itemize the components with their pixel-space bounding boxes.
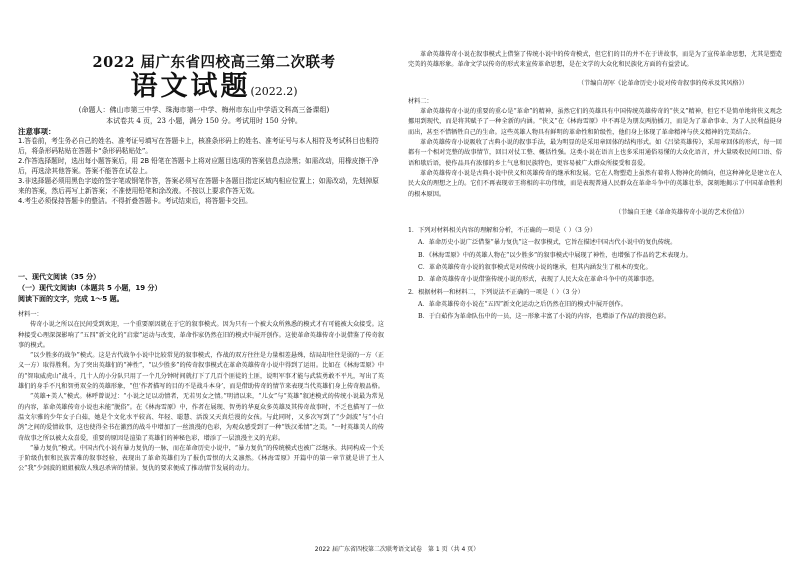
citation: （节编自胡军《论革命历史小说对传奇叙事的传承及其风格》）: [577, 79, 748, 87]
question-option: C．革命英雄传奇小说的叙事模式是对传统小说的继承，但其内涵发生了根本的变化。: [418, 264, 652, 272]
question-option: A．革命历史小说广泛借鉴“暴力复仇”这一叙事模式，它旨在描述中国古代小说中的复仇传统。: [418, 239, 677, 247]
authors-line: (命题人：佛山市第三中学、珠海市第一中学、梅州市东山中学语文科高三备课组): [78, 106, 330, 114]
note-item: 4.考生必须保持答题卡的整洁。不得折叠答题卡。考试结束后，将答题卡交回。: [18, 197, 252, 205]
material-label: 材料二：: [408, 97, 433, 105]
exam-info-line: 本试卷共 4 页，23 小题，满分 150 分。考试用时 150 分钟。: [106, 116, 302, 125]
paragraph: “暴力复仇”模式。中国古代小说有暴力复仇的一脉，而在革命历史小说中，“暴力复仇”的传统模式也被广泛继承。共同构成一个关于阶级仇恨和民族苦难的叙事经验，表现出了革命英雄们为了报仇雪恨的大义凛然。《林海雪原》开篇中的第一章节就是讲了主人公“我”少剑波的姐姐被敌人残忍杀害的情景。复仇的要求便成了推动情节发展的动力。: [18, 444, 384, 473]
paragraph: “以少胜多的战争”模式。这是古代战争小说中比较常见的叙事模式，作战的双方往往是力量相差悬殊，结局却往往是弱的一方（正义一方）取得胜利。为了突出英雄们的“神性”，“以少胜多”的传奇叙事模式在革命英雄传奇小说中得到了运用。比如在《林海雪原》中的“智取威虎山”战斗，几十人的小分队只用了一个几分钟时间就打下了几百个匪徒的土匪，说明军事才能与武装勇敢不平凡，写出了英雄们的身手不凡和智勇双全的英雄形象，“但‘作者描写的目的不是战斗本身’，而是借助传奇的情节来表现当代英雄们身上传奇般品格。: [18, 352, 384, 391]
paragraph: 革命英雄传奇小说的重要的重心是“革命”的精神，虽然它们的英雄具有中国传统英雄传奇的“侠义”精神，但它不是简单地将侠义观念挪用到现代，而是将其赋予了一种全新的内涵。“侠义”在《林海雪原》中不再是为朋友两肋插刀，而是为了革命事业、为了人民利益挺身而出，甚至不惜牺牲自己的生命。这些英雄人物具有鲜明的革命性和阶级性，他们身上体现了革命精神与侠义精神的完美结合。: [408, 108, 782, 136]
instruction: 阅读下面的文字，完成 1～5 题。: [18, 295, 124, 303]
paragraph: 传奇小说之所以在民间受到欢迎，一个重要原因就在于它的叙事模式。因为只有一个被大众所熟悉的模式才有可能被大众接受。这种接受心理深深影响了“五四”新文化的“启蒙”运动与改变，革命作家仍然在旧的模式中展开创作。这使革命英雄传奇小说借鉴了传奇叙事的模式。: [18, 321, 384, 349]
material-label: 材料一：: [18, 311, 43, 318]
paragraph: “英雄+美人”模式。林呼曾说过：“小说之足以动情者，无若男女之情。”明清以来，“儿女”与“英雄”叙述模式的传统小说最为常见的内容，革命英雄传奇小说也未能“脱俗”。在《林海雪原》中，作者在展现、智勇的华夏众多英雄及其传奇故事时，不乏也描写了一位温文尔雅的少年女子白茹，她是个文化水平较高、年轻、聪慧、活泼又天真烂漫的女孩。与此同时，又多次写到了“少剑波”与“小白鸽”之间的爱情故事，这也使得全书在激烈的战斗中增加了一丝浪漫的色彩，为观众感受到了一种“铁汉柔情”之美。“一时英雄美人的传奇故事之所以被大众喜爱，重要的原因是渲染了英雄们的神秘色彩，增添了一层浪漫主义的光彩。: [18, 393, 384, 442]
page-footer: 2022 届广东省四校第二次联考语文试卷 第 1 页（共 4 页）: [314, 546, 480, 553]
note-item: 2.作答选择题时，选出每小题答案后，用 2B 铅笔在答题卡上将对应题目选项的答案信息点涂黑；如需改动，用橡皮擦干净后，再选涂其他答案。答案不能答在试卷上。: [18, 157, 379, 175]
question-option: D．革命英雄传奇小说借鉴传统小说的形式，表现了人民大众在革命斗争中的英雄事迹。: [418, 276, 659, 284]
citation: （节编自王建《革命英雄传奇小说的艺术价值》）: [614, 208, 748, 216]
paragraph: 革命英雄传奇小说在叙事模式上借鉴了传统小说中的传奇模式，但它们的目的并不在于讲故事，而是为了宣传革命思想，尤其是塑造完美的英雄形象。革命文学以传奇的形式来宣传革命思想，是在文学的大众化和民族化方面的有益尝试。: [408, 51, 782, 69]
question-stem: 1．下列对材料相关内容的理解和分析，不正确的一项是（ ）（3 分）: [408, 227, 597, 235]
note-item: 1.答卷前，考生务必自己的姓名、准考证号填写在答题卡上，核准条形码上的姓名、准考证号与本人相符及考试科目也相符后，将条形码粘贴在答题卡“条形码粘贴处”。: [18, 137, 379, 155]
question-option: B．《林海雪原》中的英雄人物在“以少胜多”的叙事模式中展现了神性，也增强了作品的艺术表现力。: [418, 251, 692, 259]
subject-name: 语文试题: [130, 71, 251, 102]
question-stem: 2．根据材料一和材料二，下列说法不正确的一项是（ ）（3 分）: [408, 288, 584, 296]
subject-title: [36, 72, 392, 107]
paragraph: 革命英雄传奇小说是古典小说中侠义和英雄传奇的继承和发展。它在人物塑造上虽然有着将人物神化的倾向，但这种神化是建立在人民大众的理想之上的。它们不再表现帝王将相的丰功伟绩，而是表现普通人民群众在革命斗争中的英雄壮举，深刻地揭示了中国革命胜利的根本原因。: [408, 169, 782, 198]
paragraph: 革命英雄传奇小说吸收了古典小说的叙事手法，最为明显的是采用章回体的结构形式。如《吕梁英雄传》，采用章回体的形式，每一回都有一个相对完整的故事情节，回目对仗工整、概括性强。这类小说在语言上也多采用通俗易懂的大众化语言，并大量吸收民间口语、俗语和歇后语，使作品具有浓郁的乡土气息和民族特色，更容易被广大群众所接受和喜爱。: [408, 139, 782, 167]
right-text: [408, 50, 782, 323]
authorship-block: [18, 105, 390, 126]
notes-list: [18, 136, 384, 206]
exam-date: (2022.2): [250, 85, 298, 98]
section-heading: 一、现代文阅读（35 分）: [18, 273, 101, 281]
material-one: [18, 310, 384, 475]
notes-heading: 注意事项：: [18, 127, 56, 136]
subsection-heading: （一）现代文阅读Ⅰ（本题共 5 小题，19 分）: [18, 284, 162, 292]
exam-title: 2022 届广东省四校高三第二次联考: [92, 54, 336, 71]
note-item: 3.非选择题必须用黑色字迹的签字笔或钢笔作答，答案必须写在答题卡各题目指定区域内相应位置上；如需改动，先划掉原来的答案，然后再写上新答案；不准使用铅笔和涂改液。不按以上要求作答无效。: [18, 177, 379, 195]
question-option: A．革命英雄传奇小说在“五四”新文化运动之后仍然在旧的模式中展开创作。: [418, 300, 627, 308]
question-option: B．于白茹作为革命队伍中的一员，这一形象丰富了小说的内容，也增添了作品的浪漫色彩。: [418, 313, 671, 321]
question-block: [408, 226, 782, 322]
